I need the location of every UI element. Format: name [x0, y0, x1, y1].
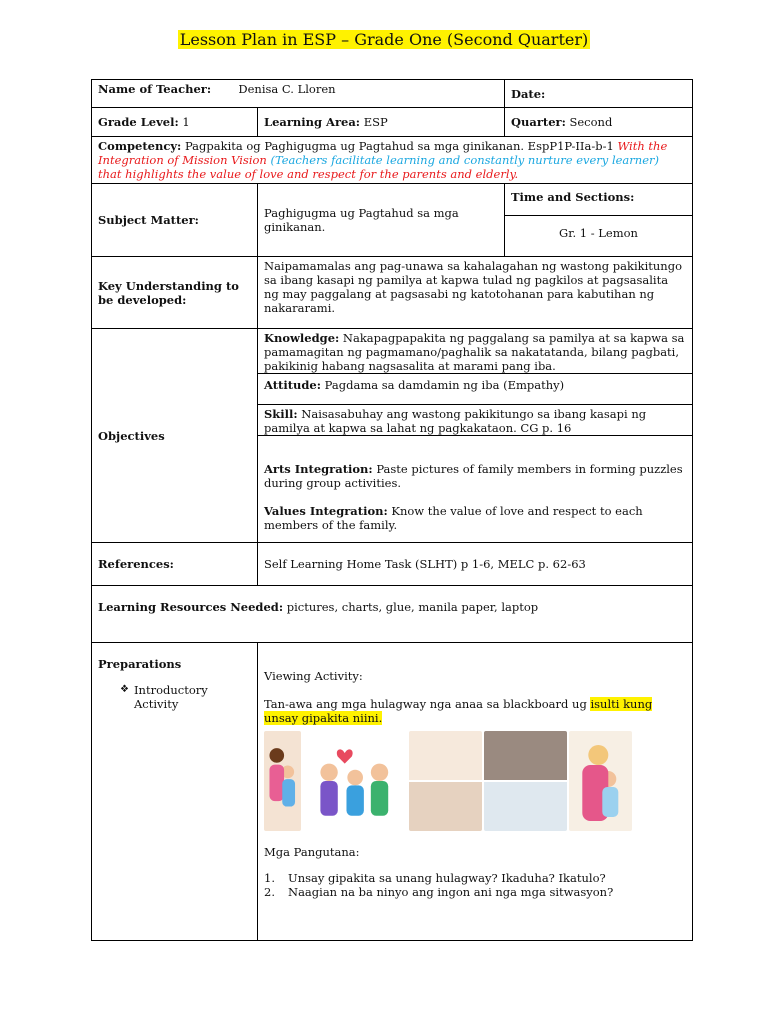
references-cell — [258, 543, 693, 586]
row-grade — [92, 108, 693, 137]
area-cell — [258, 108, 505, 137]
competency-text: Pagpakita og Paghigugma ug Pagtahud sa mga ginikanan. EspP1P-IIa-b-1 — [184, 139, 614, 153]
grade-cell — [92, 108, 258, 137]
grade-value: 1 — [182, 115, 190, 129]
family-picture-2 — [303, 731, 407, 831]
arts-text: Paste pictures of family members in forming puzzles during group activities. — [264, 462, 683, 490]
introductory-activity-label: Introductory Activity — [134, 683, 208, 711]
teacher-value: Denisa C. Lloren — [238, 82, 336, 96]
introductory-activity-item — [98, 683, 251, 711]
row-teacher — [92, 80, 693, 108]
page-title: Lesson Plan in ESP – Grade One (Second Quarter) — [179, 30, 589, 49]
family-picture-5 — [569, 731, 632, 831]
instruction-text: Tan-awa ang mga hulagway nga anaa sa blackboard ug — [264, 697, 587, 711]
siblings-picture — [484, 782, 567, 831]
question-1: Unsay gipakita sa unang hulagway? Ikaduha? Ikatulo? — [288, 871, 606, 885]
objectives-content — [258, 329, 693, 543]
competency-label: Competency: — [98, 139, 182, 153]
date-cell — [505, 80, 693, 108]
grade-label: Grade Level: — [98, 115, 179, 129]
viewing-instruction — [264, 697, 686, 725]
family-picture-1 — [264, 731, 301, 831]
section-value: Gr. 1 - Lemon — [559, 226, 638, 240]
skill-text: Naisasabuhay ang wastong pakikitungo sa ibang kasapi ng pamilya at kapwa sa lahat ng pagkakataon. CG p. 16 — [264, 407, 647, 435]
title-wrap — [0, 30, 768, 49]
references-label: References: — [98, 557, 174, 571]
questions-label: Mga Pangutana: — [264, 845, 360, 859]
knowledge-text: Nakapagpapakita ng paggalang sa pamilya at sa kapwa sa pamamagitan ng pagmamano/paghalik sa nakatatanda, bilang pagbati, pakikinig habang nagsasalita at marami pang iba. — [264, 331, 685, 373]
attitude-text: Pagdama sa damdamin ng iba (Empathy) — [324, 378, 565, 392]
time-sections-label: Time and Sections: — [511, 190, 635, 204]
key-understanding-label-cell — [92, 257, 258, 329]
date-label: Date: — [511, 86, 546, 101]
area-value: ESP — [363, 115, 388, 129]
preparations-label: Preparations — [98, 657, 182, 671]
time-sections-header — [505, 184, 692, 216]
knowledge-label: Knowledge: — [264, 331, 340, 345]
subject-value: Paghigugma ug Pagtahud sa mga ginikanan. — [264, 206, 459, 234]
row-objectives — [92, 329, 693, 543]
viewing-activity: Viewing Activity: — [264, 669, 363, 683]
values-integration — [264, 504, 686, 532]
row-competency — [92, 137, 693, 184]
key-understanding-text: Naipamamalas ang pag-unawa sa kahalagahan ng wastong pakikitungo sa ibang kasapi ng pamilya at kapwa tulad ng pagkilos at pagsasalita ng may paggalang at pagsasabi ng katotohanan para kabutihan ng nakararami. — [264, 259, 682, 315]
row-subject — [92, 184, 693, 257]
area-label: Learning Area: — [264, 115, 361, 129]
row-references — [92, 543, 693, 586]
resources-value: pictures, charts, glue, manila paper, laptop — [286, 600, 539, 614]
kids-quarrel-picture — [409, 731, 482, 780]
section-value-box — [505, 216, 692, 256]
attitude-label: Attitude: — [264, 378, 321, 392]
resources-cell — [92, 586, 693, 643]
references-label-cell — [92, 543, 258, 586]
key-understanding-label: Key Understanding to be developed: — [98, 278, 239, 307]
row-key-understanding — [92, 257, 693, 329]
objective-skill — [258, 405, 692, 436]
instruction-highlight: isulti kung unsay gipakita niini. — [264, 697, 653, 725]
questions-list — [264, 871, 686, 899]
skill-label: Skill: — [264, 407, 298, 421]
competency-vision: (Teachers facilitate learning and constantly nurture every learner) — [270, 153, 659, 167]
elderly-help-picture — [409, 782, 482, 831]
quarter-label: Quarter: — [511, 115, 566, 129]
key-understanding-cell — [258, 257, 693, 329]
subject-label-cell — [92, 184, 258, 257]
row-resources — [92, 586, 693, 643]
resources-label: Learning Resources Needed: — [98, 600, 284, 614]
subject-label: Subject Matter: — [98, 213, 199, 227]
values-label: Values Integration: — [264, 504, 388, 518]
time-sections-cell — [505, 184, 693, 257]
family-group-icon — [303, 731, 407, 831]
family-pictures-collage — [264, 731, 632, 831]
mother-child-icon — [569, 731, 632, 831]
family-picture-3 — [409, 731, 482, 831]
values-text: Know the value of love and respect to each members of the family. — [264, 504, 643, 532]
teacher-cell — [92, 80, 505, 108]
list-item: 1. Unsay gipakita sa unang hulagway? Ikaduha? Ikatulo? — [264, 871, 606, 885]
objective-integration — [258, 436, 692, 540]
row-preparations — [92, 643, 693, 941]
arts-integration — [264, 462, 686, 490]
diamond-bullet-icon: ❖ — [120, 684, 129, 695]
subject-value-cell — [258, 184, 505, 257]
references-value: Self Learning Home Task (SLHT) p 1-6, MELC p. 62-63 — [264, 557, 586, 571]
family-picture-4 — [484, 731, 567, 831]
arts-label: Arts Integration: — [264, 462, 373, 476]
objectives-label-cell — [92, 329, 258, 543]
lesson-plan-table — [91, 79, 693, 941]
question-2: Naagian na ba ninyo ang ingon ani nga mga sitwasyon? — [288, 885, 614, 899]
competency-values: that highlights the value of love and respect for the parents and elderly. — [98, 167, 519, 181]
preparations-content — [258, 643, 693, 941]
family-hug-icon — [264, 731, 301, 831]
objective-knowledge — [258, 329, 692, 374]
objectives-label: Objectives — [98, 428, 165, 443]
list-item: 2. Naagian na ba ninyo ang ingon ani nga mga sitwasyon? — [264, 885, 614, 899]
competency-cell — [92, 137, 693, 184]
objective-attitude — [258, 374, 692, 405]
teacher-label: Name of Teacher: — [98, 82, 212, 96]
quarter-cell — [505, 108, 693, 137]
father-son-picture — [484, 731, 567, 780]
competency-mission: With the Integration of Mission Vision — [98, 139, 668, 167]
preparations-label-cell — [92, 643, 258, 941]
quarter-value: Second — [569, 115, 613, 129]
